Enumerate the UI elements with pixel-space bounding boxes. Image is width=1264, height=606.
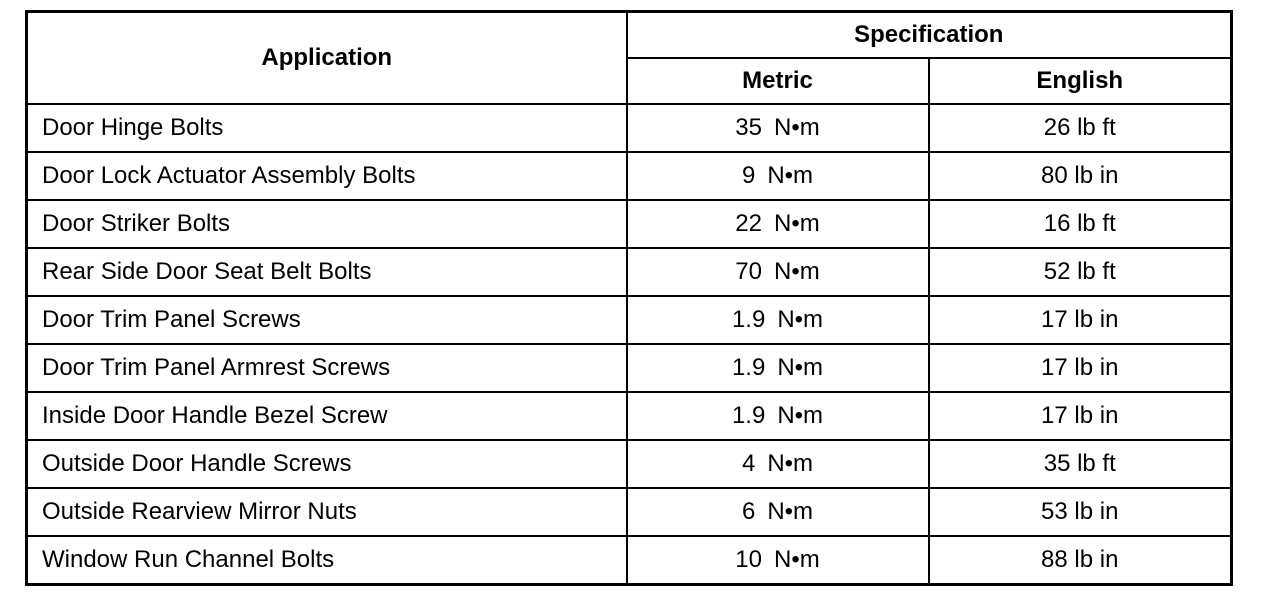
application-cell: Inside Door Handle Bezel Screw bbox=[27, 392, 627, 440]
english-cell: 88 lb in bbox=[929, 536, 1232, 585]
table-row bbox=[27, 152, 1232, 200]
table-row bbox=[27, 248, 1232, 296]
metric-value: 9 bbox=[741, 162, 756, 189]
english-cell: 80 lb in bbox=[929, 152, 1232, 200]
table-row bbox=[27, 104, 1232, 152]
metric-cell bbox=[627, 200, 929, 248]
english-cell: 53 lb in bbox=[929, 488, 1232, 536]
metric-value: 1.9 bbox=[731, 354, 766, 381]
application-cell: Door Hinge Bolts bbox=[27, 104, 627, 152]
table-row bbox=[27, 200, 1232, 248]
metric-cell bbox=[627, 536, 929, 585]
metric-unit: N•m bbox=[773, 210, 820, 237]
metric-unit: N•m bbox=[773, 546, 820, 573]
english-cell: 16 lb ft bbox=[929, 200, 1232, 248]
header-row-top bbox=[27, 12, 1232, 59]
metric-header: Metric bbox=[627, 58, 929, 104]
table-row bbox=[27, 392, 1232, 440]
application-cell: Outside Door Handle Screws bbox=[27, 440, 627, 488]
table-row bbox=[27, 296, 1232, 344]
application-cell: Rear Side Door Seat Belt Bolts bbox=[27, 248, 627, 296]
metric-value: 1.9 bbox=[731, 306, 766, 333]
english-cell: 26 lb ft bbox=[929, 104, 1232, 152]
english-cell: 35 lb ft bbox=[929, 440, 1232, 488]
metric-cell bbox=[627, 104, 929, 152]
metric-value: 10 bbox=[735, 546, 762, 573]
metric-cell bbox=[627, 248, 929, 296]
metric-value: 35 bbox=[735, 114, 762, 141]
metric-unit: N•m bbox=[773, 114, 820, 141]
metric-value: 70 bbox=[735, 258, 762, 285]
specification-header: Specification bbox=[627, 12, 1232, 59]
application-cell: Window Run Channel Bolts bbox=[27, 536, 627, 585]
table-row bbox=[27, 344, 1232, 392]
english-cell: 17 lb in bbox=[929, 392, 1232, 440]
metric-value: 4 bbox=[741, 450, 756, 477]
metric-value: 22 bbox=[735, 210, 762, 237]
english-cell: 52 lb ft bbox=[929, 248, 1232, 296]
table-row bbox=[27, 488, 1232, 536]
application-cell: Door Lock Actuator Assembly Bolts bbox=[27, 152, 627, 200]
application-header: Application bbox=[27, 12, 627, 105]
table-row bbox=[27, 440, 1232, 488]
torque-spec-table bbox=[25, 10, 1233, 586]
metric-value: 6 bbox=[741, 498, 756, 525]
metric-cell bbox=[627, 440, 929, 488]
metric-unit: N•m bbox=[773, 258, 820, 285]
metric-cell bbox=[627, 488, 929, 536]
metric-unit: N•m bbox=[777, 306, 824, 333]
application-cell: Door Striker Bolts bbox=[27, 200, 627, 248]
table-row bbox=[27, 536, 1232, 585]
metric-unit: N•m bbox=[767, 450, 814, 477]
metric-cell bbox=[627, 392, 929, 440]
metric-unit: N•m bbox=[767, 162, 814, 189]
metric-unit: N•m bbox=[777, 354, 824, 381]
metric-cell bbox=[627, 296, 929, 344]
application-cell: Door Trim Panel Armrest Screws bbox=[27, 344, 627, 392]
english-cell: 17 lb in bbox=[929, 296, 1232, 344]
metric-unit: N•m bbox=[767, 498, 814, 525]
application-cell: Outside Rearview Mirror Nuts bbox=[27, 488, 627, 536]
application-cell: Door Trim Panel Screws bbox=[27, 296, 627, 344]
metric-cell bbox=[627, 344, 929, 392]
english-header: English bbox=[929, 58, 1232, 104]
english-cell: 17 lb in bbox=[929, 344, 1232, 392]
metric-unit: N•m bbox=[777, 402, 824, 429]
metric-value: 1.9 bbox=[731, 402, 766, 429]
metric-cell bbox=[627, 152, 929, 200]
